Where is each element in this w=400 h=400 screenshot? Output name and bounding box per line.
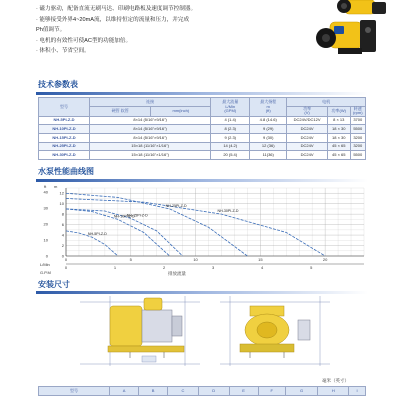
series-label: NH-10PI-Z-D (113, 214, 135, 219)
x-tick-label-gpm: 3 (212, 265, 215, 270)
cell-max-head: 12 (36) (250, 142, 287, 151)
cell-max-head: 4.8 (14.6) (250, 116, 287, 125)
x-tick-label-gpm: 2 (162, 265, 166, 270)
y-tick-label: 2 (61, 242, 64, 248)
header-pipe-unit: mm(inch) (151, 107, 211, 117)
cell-speed: 3200 (350, 134, 365, 143)
header-model: 型号 (39, 98, 90, 117)
x-tick-label-gpm: 5 (310, 265, 313, 270)
cell-connection: 8×14 (5/16"×9/16") (90, 125, 211, 134)
series-label: NH-25PI-Z-D (165, 203, 187, 208)
header-max-flow-unit: L/Min (225, 103, 236, 109)
cell-power: 45 × 65 (327, 151, 350, 160)
table-row (39, 142, 366, 151)
table-row (39, 151, 366, 160)
cell-model: NH-30PI-Z-D (39, 151, 90, 160)
cell-power: 45 × 65 (327, 142, 350, 151)
feature-item: Ph值调节。 (36, 27, 66, 34)
x-tick-label: 20 (322, 257, 328, 262)
feature-list (36, 4, 286, 57)
series-label: NH-5PI-Z-D (87, 232, 107, 237)
cell-max-flow: 20 (5.4) (211, 151, 250, 160)
cell-power: 18 × 30 (327, 125, 350, 134)
cell-max-head: 9 (30) (250, 134, 287, 143)
header-motor: 电机 (287, 98, 366, 107)
table-row (39, 116, 366, 125)
cell-voltage: DC24V (287, 125, 328, 134)
dim-header: D (198, 387, 229, 396)
header-hard-pipe-label: 硬管 (111, 108, 120, 114)
series-label: NH-15PI-Z-D (126, 213, 148, 218)
y-tick-label: 0 (61, 253, 64, 259)
y-tick-label-ft: 20 (43, 221, 48, 227)
feature-item: · 磁力驱动，配备直流无刷马达、印刷电路板及速度调节控制器。 (36, 6, 197, 12)
section-divider (36, 92, 368, 95)
cell-voltage: DC24V (287, 142, 328, 151)
x-tick-label-gpm: 1 (113, 265, 117, 270)
cell-max-head: 11(36) (250, 151, 287, 160)
y-tick-label: 10 (59, 201, 64, 207)
dim-header: B (139, 387, 168, 396)
cell-connection: 8×14 (5/16"×9/16") (90, 134, 211, 143)
dim-header: 型号 (39, 387, 110, 396)
spec-section-title: 技术参数表 (38, 80, 78, 89)
header-speed (350, 107, 365, 117)
cell-model: NH-10PI-Z-D (39, 125, 90, 134)
series-label: NH-30PI-Z-D (217, 209, 239, 214)
y-tick-label-ft: 10 (43, 237, 48, 243)
cell-model: NH-25PI-Z-D (39, 142, 90, 151)
cell-connection: 15×18 (11/16"×1/16") (90, 151, 211, 160)
x-tick-label: 0 (64, 257, 68, 262)
x-tick-label: 10 (193, 257, 198, 262)
header-max-flow-unit2: (GPM) (224, 108, 237, 114)
header-power: 功率(W) (327, 107, 350, 117)
header-max-flow-label: 最大流量 (222, 99, 239, 105)
header-voltage-label: 功率 (303, 106, 312, 111)
header-max-head-unit2: (ft) (265, 108, 271, 114)
x-tick-label: 5 (129, 257, 132, 262)
cell-max-head: 9 (29) (250, 125, 287, 134)
cell-connection: 8×14 (5/16"×9/16") (90, 116, 211, 125)
y-tick-label: 12 (59, 190, 64, 196)
table-row (39, 134, 366, 143)
dim-header: A (110, 387, 139, 396)
header-voltage (287, 107, 328, 117)
cell-power: 8 × 13 (327, 116, 350, 125)
cell-power: 18 × 30 (327, 134, 350, 143)
header-max-head-label: 最大扬程 (260, 99, 277, 105)
cell-speed: 3700 (350, 116, 365, 125)
x-unit-bottom: G.P.M (40, 270, 51, 275)
dim-header: E (229, 387, 258, 396)
dims-section-title: 安装尺寸 (38, 280, 70, 289)
header-max-head-unit: m (266, 103, 270, 109)
dim-header: C (168, 387, 199, 396)
y-unit-right: ft (44, 184, 47, 189)
header-voltage-unit: (V) (304, 110, 310, 116)
cell-connection: 15×18 (11/16"×1/16") (90, 142, 211, 151)
y-tick-label: 4 (61, 232, 64, 238)
x-axis-label: 排放流量 (168, 271, 186, 276)
header-connection: 连接 (90, 98, 211, 107)
cell-max-flow: 9 (2.3) (211, 134, 250, 143)
dimension-table (38, 386, 366, 396)
cell-max-flow: 14 (4.2) (211, 142, 250, 151)
header-hard-pipe (90, 107, 151, 117)
cell-speed: 5500 (350, 125, 365, 134)
y-tick-label: 8 (61, 211, 64, 217)
cell-voltage: DC24V/DC12V (287, 116, 328, 125)
x-unit-top: L/Min (40, 262, 50, 267)
dim-header: H (318, 387, 349, 396)
cell-model: NH-5PI-Z-D (39, 116, 90, 125)
dim-header: I (349, 387, 366, 396)
header-speed-label: 转速 (353, 106, 362, 111)
y-tick-label: 6 (61, 222, 64, 228)
x-tick-label-gpm: 0 (64, 265, 68, 270)
header-max-head (250, 98, 287, 117)
feature-item: · 能够接受外界4~20mA流，以维持恒定的流量和压力，并完成 (36, 16, 190, 23)
x-tick-label-gpm: 4 (261, 265, 264, 270)
header-soft-pipe-label: 软管 (120, 108, 129, 114)
x-tick-label: 15 (258, 257, 263, 262)
spec-table (38, 97, 366, 160)
y-tick-label-ft: 0 (45, 253, 48, 259)
y-unit-left: m (54, 184, 58, 189)
header-speed-unit: (rpm) (352, 110, 363, 116)
y-tick-label-ft: 30 (43, 205, 48, 211)
cell-model: NH-15PI-Z-D (39, 134, 90, 143)
dim-header: G (285, 387, 318, 396)
cell-speed: 3200 (350, 142, 365, 151)
unit-note: 毫米（英寸） (322, 378, 349, 383)
cell-voltage: DC24V (287, 134, 328, 143)
cell-speed: 5500 (350, 151, 365, 160)
curve-section-title: 水泵性能曲线图 (38, 167, 94, 176)
pump-photo (300, 0, 400, 70)
dimension-drawing (80, 294, 340, 370)
dim-header: F (258, 387, 285, 396)
performance-chart (36, 182, 370, 278)
feature-item: · 体积小、节省空间。 (36, 48, 90, 55)
y-tick-label-ft: 40 (43, 189, 48, 195)
cell-max-flow: 8 (2.3) (211, 125, 250, 134)
feature-item: · 电机的有效性可使AC型的功能加倍。 (36, 37, 132, 44)
table-row (39, 125, 366, 134)
header-max-flow (211, 98, 250, 117)
cell-max-flow: 4 (1.4) (211, 116, 250, 125)
cell-voltage: DC24V (287, 151, 328, 160)
